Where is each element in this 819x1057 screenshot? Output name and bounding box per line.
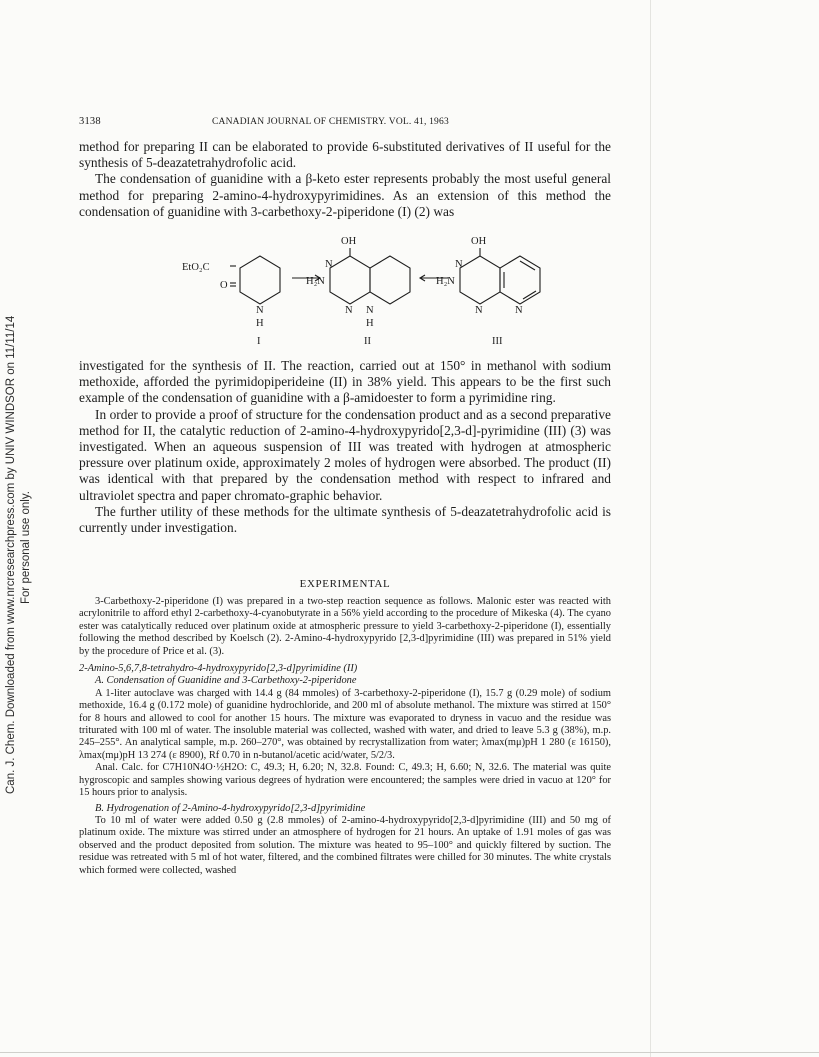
paragraph: investigated for the synthesis of II. The reaction, carried out at 150° in methanol with sodium methoxide, afforded the pyrimidopiperideine (II) in 38% yield. This appears to be the first such example of the condensation of guanidine with a β-amidoester to form a pyrimidine ring. <box>79 358 611 406</box>
procedure-b-heading: B. Hydrogenation of 2-Amino-4-hydroxypyrido[2,3-d]pyrimidine <box>95 802 366 814</box>
ring-h: H <box>256 318 264 329</box>
reaction-scheme <box>180 236 640 346</box>
paragraph: method for preparing II can be elaborated to provide 6-substituted derivatives of II useful for the synthesis of 5-deazatetrahydrofolic acid. <box>79 139 611 171</box>
running-header <box>79 116 610 130</box>
scan-edge-line <box>650 0 651 1057</box>
watermark-line-2: For personal use only. <box>20 491 32 604</box>
page-number: 3138 <box>79 116 101 127</box>
compound-label-iii: III <box>492 336 503 346</box>
paragraph: In order to provide a proof of structure for the condensation product and as a second preparative method for II, the catalytic reduction of 2-amino-4-hydroxypyrido[2,3-d]-pyrimidine (III) (3) was investigated. When an aqueous suspension of III was treated with hydrogen at atmospheric pressure over platinum oxide, approximately 2 moles of hydrogen were absorbed. The product (II) was identical with that prepared by the condensation method with respect to infrared and ultraviolet spectra and paper chromato-graphic behavior. <box>79 406 611 503</box>
paragraph: To 10 ml of water were added 0.50 g (2.8 mmoles) of 2-amino-4-hydroxypyrido[2,3-d]pyrimidine (III) and 50 mg of platinum oxide. The mixture was stirred under an atmosphere of hydrogen for 21 hours. An uptake of 1.91 moles of gas was observed and the product deposited from solution. The mixture was heated to 95–100° and quickly filtered by suction. The residue was retreated with 5 ml of hot water, filtered, and the combined filtrates were chilled for 30 minutes. The white crystals which formed were collected, washed <box>79 814 611 876</box>
compound-label-ii: II <box>364 336 371 346</box>
ring-n: N <box>256 305 264 316</box>
amino-label: H₂N <box>306 276 325 287</box>
intro-text <box>79 139 611 220</box>
procedure-a-heading: A. Condensation of Guanidine and 3-Carbethoxy-2-piperidone <box>95 675 357 687</box>
compound-i-ring <box>240 256 280 304</box>
paragraph: The condensation of guanidine with a β-keto ester represents probably the most useful general method for preparing 2-amino-4-hydroxypyrimidines. As an extension of this method the condensation of guanidine with 3-carbethoxy-2-piperidone (I) (2) was <box>79 171 611 219</box>
ring-n: N <box>345 305 353 316</box>
amino-label: H₂N <box>436 276 455 287</box>
experimental-text <box>79 596 611 877</box>
paragraph: The further utility of these methods for the ultimate synthesis of 5-deazatetrahydrofolic acid is currently under investigation. <box>79 503 611 536</box>
download-watermark <box>0 0 40 1057</box>
reaction-scheme-drawing <box>180 236 640 346</box>
ring-n: N <box>366 305 374 316</box>
carbonyl-o: O <box>220 280 228 291</box>
compound-ii-piperidine-ring <box>370 256 410 304</box>
ring-n: N <box>515 305 523 316</box>
page-bottom-edge <box>0 1052 819 1053</box>
journal-title: CANADIAN JOURNAL OF CHEMISTRY. VOL. 41, 1963 <box>212 117 449 127</box>
watermark-line-1: Can. J. Chem. Downloaded from www.nrcresearchpress.com by UNIV WINDSOR on 11/11/14 <box>5 315 17 794</box>
hydroxyl-label: OH <box>341 236 357 247</box>
ring-n: N <box>325 259 333 270</box>
compound-label-i: I <box>257 336 261 346</box>
hydroxyl-label: OH <box>471 236 487 247</box>
compound-iii-pyridine-ring <box>500 256 540 304</box>
ring-n: N <box>455 259 463 270</box>
paragraph: 3-Carbethoxy-2-piperidone (I) was prepared in a two-step reaction sequence as follows. Malonic ester was reacted with acrylonitrile to afford ethyl 2-carbethoxy-4-cyanobutyrate in a 56% yield according to the procedure of Mikeska (4). The cyano ester was catalytically reduced over platinum oxide at atmospheric pressure to yield 3-carbethoxy-2-piperidone (I), essentially following the method described by Koelsch (2). 2-Amino-4-hydroxypyrido [2,3-d]pyrimidine (III) was prepared in 51% yield by the procedure of Price et al. (3). <box>79 596 611 657</box>
ring-n: N <box>475 305 483 316</box>
discussion-text <box>79 358 611 536</box>
ring-h: H <box>366 318 374 329</box>
compound-ii-pyrimidine-ring <box>330 256 370 304</box>
etoc-group: EtO₂C <box>182 262 210 273</box>
compound-title: 2-Amino-5,6,7,8-tetrahydro-4-hydroxypyrido[2,3-d]pyrimidine (II) <box>79 663 358 675</box>
experimental-heading: EXPERIMENTAL <box>299 578 391 590</box>
paragraph: A 1-liter autoclave was charged with 14.4 g (84 mmoles) of 3-carbethoxy-2-piperidone (I), 15.7 g (0.29 mole) of sodium methoxide, 16.4 g (0.172 mole) of guanidine hydrochloride, and 200 ml of absolute methanol. The mixture was stirred at 150° for 8 hours and allowed to cool for another 15 hours. The mixture was evaporated to dryness in vacuo and the residue was triturated with 100 ml of water. The insoluble material was collected, washed with water, and dried to leave 5.3 g (38%), m.p. 245–255°. An analytical sample, m.p. 260–270°, was obtained by recrystallization from water; λmax(mμ)pH 1 280 (ε 16150), λmax(mμ)pH 13 274 (ε 8900), Rf 0.70 in n-butanol/acetic acid/water, 5/2/3. <box>79 687 611 761</box>
compound-iii-pyrimidine-ring <box>460 256 500 304</box>
paragraph: Anal. Calc. for C7H10N4O·½H2O: C, 49.3; H, 6.20; N, 32.8. Found: C, 49.3; H, 6.60; N, 32.6. The material was quite hygroscopic and samples showing various degrees of hydration were encountered; the samples were dried in vacuo at 120° for 15 hours prior to analysis. <box>79 762 611 799</box>
